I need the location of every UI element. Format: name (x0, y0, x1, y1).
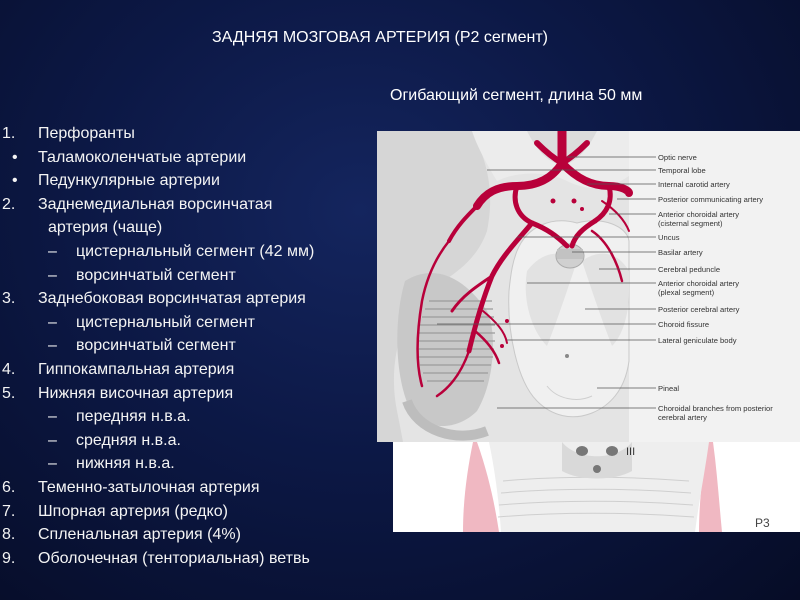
basilar-stub (557, 249, 583, 259)
figure-label: Temporal lobe (658, 166, 706, 175)
list-marker: • (12, 148, 18, 166)
list-text: Теменно-затылочная артерия (38, 478, 260, 496)
list-text: Перфоранты (38, 125, 135, 142)
figure-label: Basilar artery (658, 248, 703, 257)
list-item (0, 216, 390, 240)
aqueduct-dot (565, 354, 569, 358)
list-text: ворсинчатый сегмент (76, 337, 236, 355)
list-text: Заднебоковая ворсинчатая артерия (38, 290, 306, 308)
figure-label: Anterior choroidal artery (cisternal segment) (658, 210, 740, 228)
list-text: Педункулярные артерии (38, 172, 220, 190)
list-text: Нижняя височная артерия (38, 384, 234, 402)
list-item (0, 193, 390, 217)
list-text: цистернальный сегмент (42 мм) (76, 242, 315, 260)
figure-label: Uncus (658, 233, 680, 242)
list-item (0, 429, 390, 453)
list-item (0, 122, 390, 146)
list-marker: 2. (2, 195, 16, 213)
list-item (0, 240, 390, 264)
anatomy-figure (377, 131, 800, 532)
lower-nucleus (606, 446, 618, 456)
figure-label: Pineal (658, 384, 680, 393)
corner-label: P3 (755, 516, 770, 530)
figure-label: Anterior choroidal artery (plexal segment) (658, 279, 740, 297)
list-text: передняя н.в.а. (76, 408, 191, 426)
roman-label: III (626, 446, 636, 458)
midbrain-lower (489, 442, 709, 532)
figure-label: Lateral geniculate body (658, 336, 737, 345)
list-marker: 7. (2, 502, 16, 520)
list-item (0, 146, 390, 170)
list-marker: – (48, 337, 57, 355)
list-item (0, 382, 390, 406)
branch-list (0, 122, 390, 570)
list-text: Заднемедиальная ворсинчатая (38, 195, 273, 213)
list-marker: – (48, 313, 57, 331)
list-marker: 1. (2, 125, 16, 142)
list-text: средняя н.в.а. (76, 431, 181, 449)
list-text: Шпорная артерия (редко) (38, 502, 228, 520)
slide-subtitle: Огибающий сегмент, длина 50 мм (390, 87, 643, 104)
figure-label: Cerebral peduncle (658, 265, 721, 274)
figure-label: Posterior communicating artery (658, 195, 764, 204)
list-text: Спленальная артерия (4%) (38, 526, 241, 544)
anatomy-illustration (377, 131, 800, 532)
figure-label: Posterior cerebral artery (658, 305, 740, 314)
list-item (0, 405, 390, 429)
list-item (0, 547, 390, 571)
figure-label: Choroid fissure (658, 320, 710, 329)
list-marker: – (48, 266, 57, 284)
list-text: нижняя н.в.а. (76, 455, 175, 473)
list-item (0, 500, 390, 524)
list-marker: – (48, 431, 57, 449)
list-item (0, 264, 390, 288)
list-marker: 5. (2, 384, 16, 402)
lower-nucleus (576, 446, 588, 456)
list-text: артерия (чаще) (48, 219, 163, 237)
list-marker: – (48, 408, 57, 426)
list-text: Таламоколенчатые артерии (38, 148, 247, 166)
lower-nucleus (593, 465, 601, 473)
list-marker: 4. (2, 360, 16, 378)
list-item (0, 287, 390, 311)
list-marker: 9. (2, 549, 16, 567)
list-marker: – (48, 455, 57, 473)
list-marker: 8. (2, 526, 16, 544)
list-marker: 6. (2, 478, 16, 496)
figure-label: Internal carotid artery (658, 180, 730, 189)
list-text: ворсинчатый сегмент (76, 266, 236, 284)
list-text: Оболочечная (тенториальная) ветвь (38, 549, 310, 567)
list-marker: • (12, 172, 18, 190)
figure-label: Optic nerve (658, 153, 697, 162)
list-marker: 3. (2, 290, 16, 308)
list-item (0, 476, 390, 500)
list-item (0, 452, 390, 476)
list-item (0, 358, 390, 382)
list-text: Гиппокампальная артерия (38, 360, 235, 378)
list-item (0, 523, 390, 547)
list-text: цистернальный сегмент (76, 313, 255, 331)
slide-title: ЗАДНЯЯ МОЗГОВАЯ АРТЕРИЯ (Р2 сегмент) (212, 29, 548, 46)
list-marker: – (48, 242, 57, 260)
list-item (0, 311, 390, 335)
list-item (0, 334, 390, 358)
figure-label: Choroidal branches from posterior cerebral artery (658, 404, 773, 422)
list-item (0, 169, 390, 193)
